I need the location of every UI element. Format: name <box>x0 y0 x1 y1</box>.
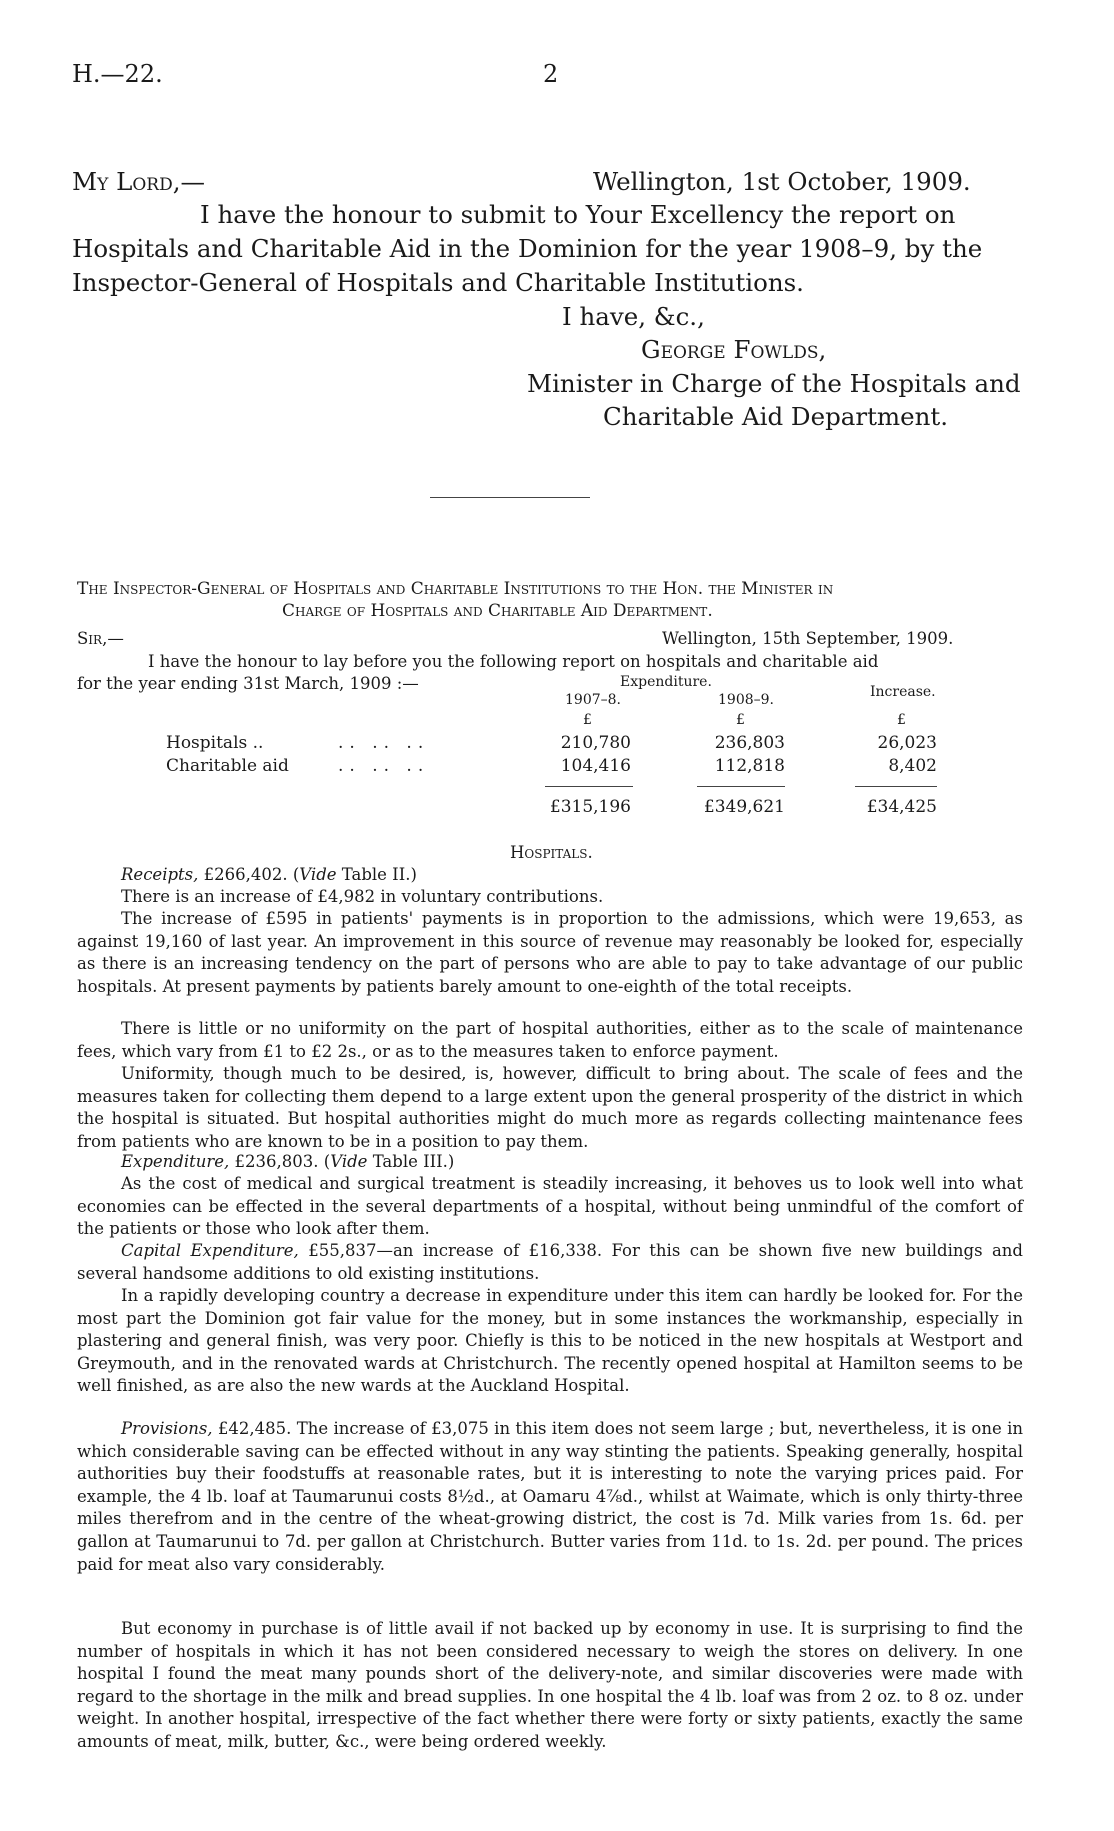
expenditure-paragraph <box>77 1151 1023 1174</box>
report-intro-line-2: for the year ending 31st March, 1909 :— <box>77 674 419 693</box>
row-label: Charitable aid <box>166 756 289 776</box>
receipts-label: Receipts, <box>121 865 199 884</box>
row-label: Hospitals .. <box>166 733 264 753</box>
report-intro-line-1: I have the honour to lay before you the following report on hospitals and charitable aid <box>148 652 879 671</box>
row-leaders: .. .. .. <box>338 733 430 753</box>
receipts-amount: £266,402. ( <box>198 865 300 884</box>
expenditure-amount: £236,803. ( <box>229 1152 331 1171</box>
receipts-paragraph <box>77 864 1023 887</box>
letter-line-3: Inspector-General of Hospitals and Charitable Institutions. <box>72 268 804 297</box>
paragraph-uniformity-difficulty <box>77 1063 1023 1153</box>
currency-symbol-1907: £ <box>583 712 592 728</box>
report-salutation: Sir,— <box>77 629 124 648</box>
paragraph-patient-payments <box>77 908 1023 998</box>
report-heading-line-2: Charge of Hospitals and Charitable Aid Department. <box>282 601 713 621</box>
paragraph-developing-country <box>77 1285 1023 1398</box>
total-rule-increase <box>855 786 937 787</box>
letter-line-2: Hospitals and Charitable Aid in the Dominion for the year 1908–9, by the <box>72 234 983 263</box>
paragraph-text: The increase of £595 in patients' payments is in proportion to the admissions, which were 19,653, as against 19,160 of last year. An improvement in this source of revenue may reasonably be looked for, especially as there is an increasing tendency on the part of persons who are able to pay to take advantage of our public hospitals. At present payments by patients barely amount to one-eighth of the total receipts. <box>77 909 1023 996</box>
total-rule-1908 <box>697 786 785 787</box>
row-value-1907: 210,780 <box>560 733 631 753</box>
expenditure-table-ref: Table III.) <box>367 1152 455 1171</box>
paragraph-cost-economies <box>77 1173 1023 1241</box>
receipts-vide: Vide <box>299 865 337 884</box>
paragraph-text: £55,837—an increase of £16,338. For this can be shown five new buildings and several handsome additions to old existing institutions. <box>77 1241 1023 1283</box>
total-increase: £34,425 <box>866 797 937 817</box>
row-value-1908: 112,818 <box>714 756 785 776</box>
letter-closing: I have, &c., <box>562 302 705 331</box>
column-header-increase: Increase. <box>870 684 936 700</box>
total-1907: £315,196 <box>549 797 631 817</box>
paragraph-economy-in-use <box>77 1618 1023 1754</box>
paragraph-text: There is an increase of £4,982 in voluntary contributions. <box>121 887 604 906</box>
document-reference: H.—22. <box>72 60 163 88</box>
column-header-1907: 1907–8. <box>565 692 621 708</box>
total-1908: £349,621 <box>703 797 785 817</box>
table-group-header: Expenditure. <box>620 674 712 690</box>
column-header-1908: 1908–9. <box>718 692 774 708</box>
paragraph-uniformity-fees <box>77 1018 1023 1063</box>
row-leaders: .. .. .. <box>338 756 430 776</box>
paragraph-text: Uniformity, though much to be desired, is, however, difficult to bring about. The scale of fees and the measures taken for collecting them depend to a large extent upon the general prosperity of the district in which the hospital is situated. But hospital authorities might do much more as regards collecting maintenance fees from patients who are known to be in a position to pay them. <box>77 1064 1023 1151</box>
section-heading-hospitals: Hospitals. <box>510 843 593 862</box>
letter-line-1: I have the honour to submit to Your Excellency the report on <box>200 200 956 229</box>
paragraph-text: In a rapidly developing country a decrease in expenditure under this item can hardly be looked for. For the most part the Dominion got fair value for the money, but in some instances the workmanship, especially in plastering and general finish, was very poor. Chiefly is this to be noticed in the new hospitals at Westport and Greymouth, and in the renovated wards at Christchurch. The recently opened hospital at Hamilton seems to be well finished, as are also the new wards at the Auckland Hospital. <box>77 1286 1023 1396</box>
total-rule-1907 <box>545 786 633 787</box>
paragraph-voluntary-contributions <box>77 886 1023 909</box>
expenditure-vide: Vide <box>330 1152 368 1171</box>
row-value-1907: 104,416 <box>560 756 631 776</box>
provisions-label: Provisions, <box>121 1419 213 1438</box>
page-number: 2 <box>543 60 559 88</box>
letter-date: Wellington, 1st October, 1909. <box>593 167 971 196</box>
paragraph-text: There is little or no uniformity on the part of hospital authorities, either as to the scale of maintenance fees, which vary from £1 to £2 2s., or as to the measures taken to enforce payment. <box>77 1019 1023 1061</box>
section-divider <box>430 497 590 498</box>
receipts-table-ref: Table II.) <box>336 865 417 884</box>
letter-salutation: My Lord,— <box>72 167 206 196</box>
row-value-increase: 26,023 <box>877 733 937 753</box>
report-heading-line-1: The Inspector-General of Hospitals and Charitable Institutions to the Hon. the Minister in <box>77 579 834 599</box>
letter-signatory: George Fowlds, <box>641 335 827 364</box>
paragraph-text: As the cost of medical and surgical treatment is steadily increasing, it behoves us to look well into what economies can be effected in the several departments of a hospital, without being unmindful of the comfort of the patients or those who look after them. <box>77 1174 1023 1239</box>
paragraph-text: £42,485. The increase of £3,075 in this item does not seem large ; but, nevertheless, it is one in which considerable saving can be effected without in any way stinting the patients. Speaking generally, hospital authorities buy their foodstuffs at reasonable rates, but it is interesting to note the varying prices paid. For example, the 4 lb. loaf at Taumarunui costs 8½d., at Oamaru 4⅞d., whilst at Waimate, which is only thirty-three miles therefrom and in the centre of the wheat-growing district, the cost is 7d. Milk varies from 1s. 6d. per gallon at Taumarunui to 7d. per gallon at Christchurch. Butter varies from 11d. to 1s. 2d. per pound. The prices paid for meat also vary considerably. <box>77 1419 1023 1574</box>
capital-expenditure-paragraph <box>77 1240 1023 1285</box>
letter-title-line-1: Minister in Charge of the Hospitals and <box>527 369 1021 398</box>
provisions-paragraph <box>77 1418 1023 1576</box>
capital-expenditure-label: Capital Expenditure, <box>121 1241 299 1260</box>
currency-symbol-1908: £ <box>736 712 745 728</box>
expenditure-label: Expenditure, <box>121 1152 230 1171</box>
row-value-increase: 8,402 <box>888 756 937 776</box>
paragraph-text: But economy in purchase is of little avail if not backed up by economy in use. It is surprising to find the number of hospitals in which it has not been considered necessary to weigh the stores on delivery. In one hospital I found the meat many pounds short of the delivery-note, and similar discoveries were made with regard to the shortage in the milk and bread supplies. In one hospital the 4 lb. loaf was from 2 oz. to 8 oz. under weight. In another hospital, irrespective of the fact whether there were forty or sixty patients, exactly the same amounts of meat, milk, butter, &c., were being ordered weekly. <box>77 1619 1023 1751</box>
row-value-1908: 236,803 <box>714 733 785 753</box>
currency-symbol-increase: £ <box>897 712 906 728</box>
letter-title-line-2: Charitable Aid Department. <box>603 402 949 431</box>
report-date: Wellington, 15th September, 1909. <box>662 629 954 648</box>
